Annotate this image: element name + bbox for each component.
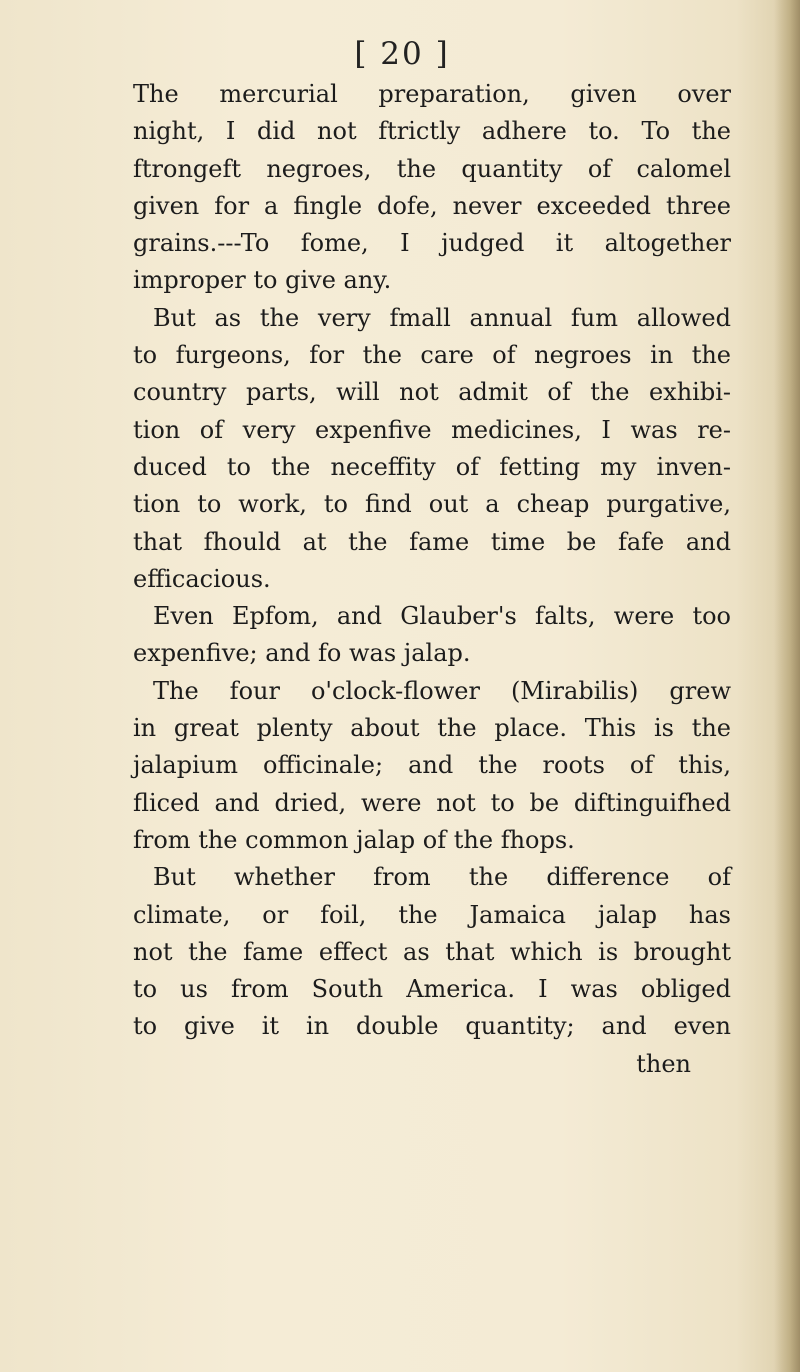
text-line: expenfive; and fo was jalap. bbox=[133, 639, 471, 668]
text-line: climate, or foil, the Jamaica jalap has bbox=[133, 900, 731, 929]
catchword: then bbox=[636, 1049, 691, 1078]
text-line: tion to work, to find out a cheap purgative, bbox=[133, 490, 731, 519]
text-line: efficacious. bbox=[133, 564, 271, 593]
text-line: to furgeons, for the care of negroes in the bbox=[133, 341, 731, 370]
text-line: jalapium officinale; and the roots of this, bbox=[133, 751, 731, 780]
text-line: not the fame effect as that which is brought bbox=[133, 937, 731, 966]
text-line: that fhould at the fame time be fafe and bbox=[133, 527, 731, 556]
page-edge-shadow bbox=[774, 0, 800, 1372]
text-line: ftrongeft negroes, the quantity of calomel bbox=[133, 154, 731, 183]
text-line: tion of very expenfive medicines, I was re- bbox=[133, 415, 731, 444]
text-line: But whether from the difference of bbox=[153, 863, 731, 892]
text-line: to us from South America. I was obliged bbox=[133, 975, 731, 1004]
text-line: duced to the neceffity of fetting my inven- bbox=[133, 452, 731, 481]
text-line: grains.---To fome, I judged it altogether bbox=[133, 229, 731, 258]
text-line: But as the very fmall annual fum allowed bbox=[153, 303, 731, 332]
text-line: night, I did not ftrictly adhere to. To the bbox=[133, 117, 731, 146]
text-line: from the common jalap of the fhops. bbox=[133, 825, 575, 854]
text-line: improper to give any. bbox=[133, 266, 392, 295]
body-text bbox=[133, 76, 731, 1083]
text-line: in great plenty about the place. This is the bbox=[133, 714, 731, 743]
text-line: Even Epfom, and Glauber's falts, were too bbox=[153, 602, 731, 631]
page-number: [ 20 ] bbox=[354, 36, 450, 72]
text-line: to give it in double quantity; and even bbox=[133, 1012, 731, 1041]
text-line: The mercurial preparation, given over bbox=[133, 80, 731, 108]
text-line: given for a fingle dofe, never exceeded three bbox=[133, 191, 731, 220]
text-line: country parts, will not admit of the exhibi- bbox=[133, 378, 731, 407]
text-line: fliced and dried, were not to be diftinguifhed bbox=[133, 788, 731, 817]
text-line: The four o'clock-flower (Mirabilis) grew bbox=[153, 676, 731, 705]
